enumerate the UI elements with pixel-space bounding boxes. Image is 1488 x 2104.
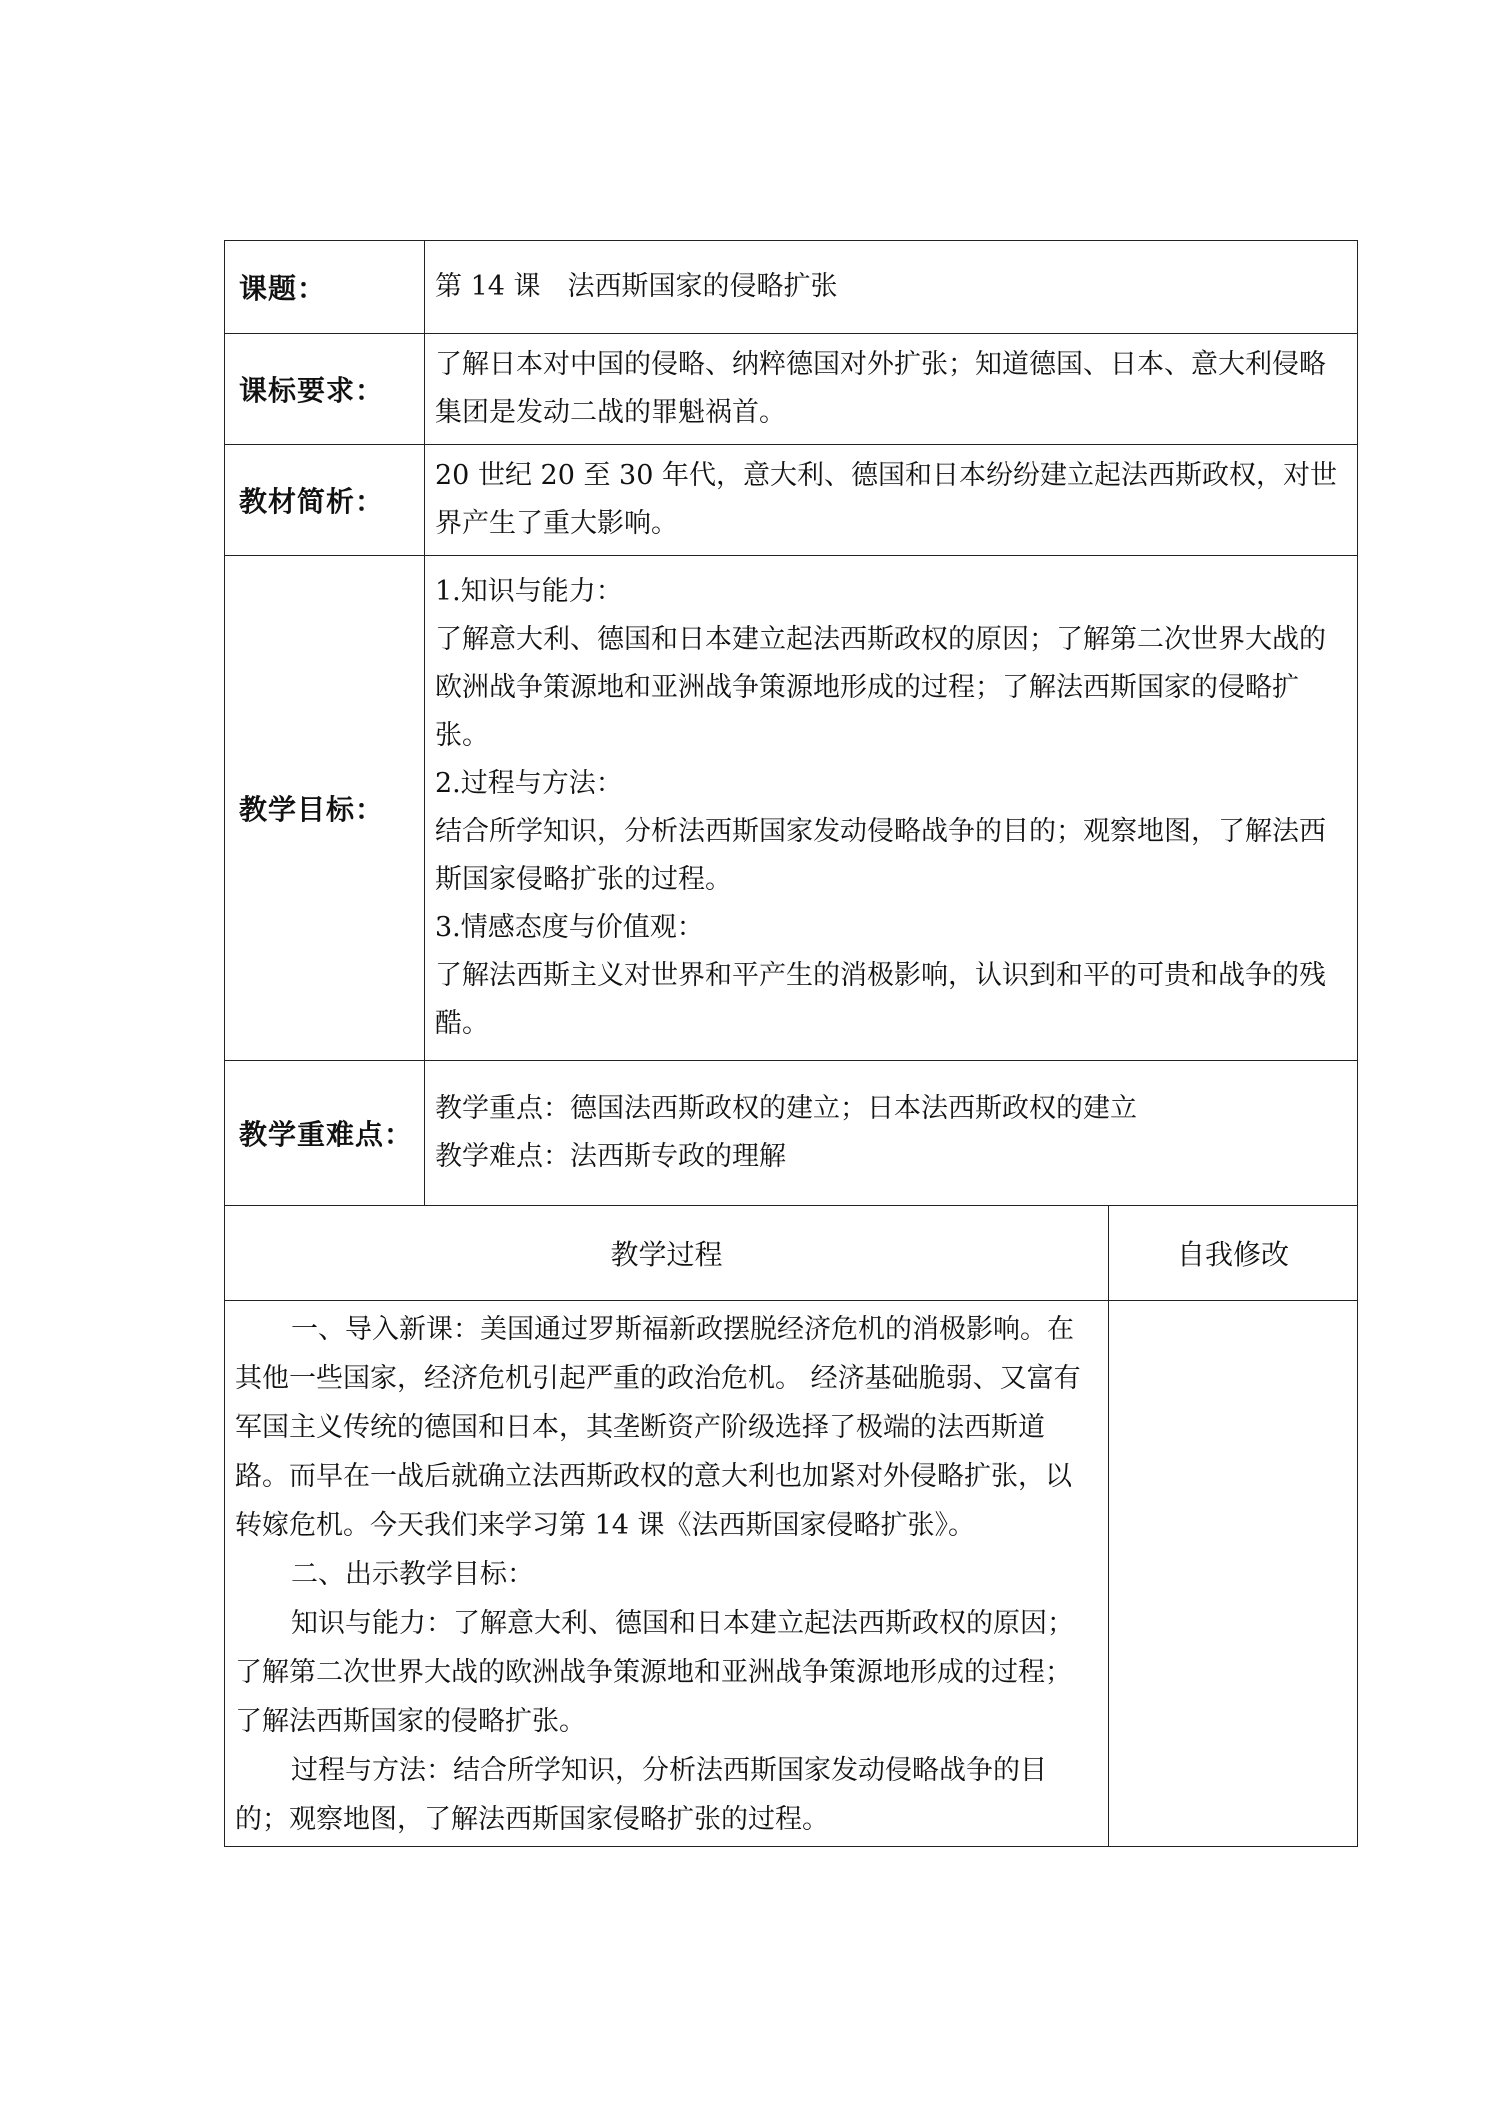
textbook-row [225, 445, 1358, 556]
key-difficulty: 教学难点：法西斯专政的理解 [435, 1141, 786, 1172]
process-content [225, 1301, 1109, 1847]
process-paragraph-method: 过程与方法：结合所学知识，分析法西斯国家发动侵略战争的目的；观察地图，了解法西斯国家侵略扩张的过程。 [235, 1755, 1047, 1835]
process-paragraph-goals-heading: 二、出示教学目标： [291, 1559, 534, 1590]
topic-value: 第 14 课 法西斯国家的侵略扩张 [425, 241, 1358, 334]
textbook-label: 教材简析： [225, 445, 425, 556]
process-body-row [225, 1301, 1358, 1847]
key-focus: 教学重点：德国法西斯政权的建立；日本法西斯政权的建立 [435, 1093, 1137, 1124]
goals-row [225, 556, 1358, 1061]
lesson-plan-table [224, 240, 1358, 1847]
process-header-row [225, 1206, 1358, 1301]
goal-heading-attitude: 3.情感态度与价值观： [435, 912, 704, 943]
curriculum-value: 了解日本对中国的侵略、纳粹德国对外扩张；知道德国、日本、意大利侵略集团是发动二战的罪魁祸首。 [425, 334, 1358, 445]
textbook-value: 20 世纪 20 至 30 年代，意大利、德国和日本纷纷建立起法西斯政权，对世界产生了重大影响。 [425, 445, 1358, 556]
goal-text-process: 结合所学知识，分析法西斯国家发动侵略战争的目的；观察地图，了解法西斯国家侵略扩张的过程。 [435, 816, 1326, 895]
topic-row [225, 241, 1358, 334]
curriculum-label: 课标要求： [225, 334, 425, 445]
process-paragraph-knowledge: 知识与能力：了解意大利、德国和日本建立起法西斯政权的原因；了解第二次世界大战的欧洲战争策源地和亚洲战争策源地形成的过程；了解法西斯国家的侵略扩张。 [235, 1608, 1074, 1737]
process-paragraph-intro: 一、导入新课：美国通过罗斯福新政摆脱经济危机的消极影响。在其他一些国家，经济危机引起严重的政治危机。 经济基础脆弱、又富有军国主义传统的德国和日本，其垄断资产阶级选择了极端的法西斯道路。而早在一战后就确立法西斯政权的意大利也加紧对外侵略扩张，以转嫁危机。今天我们来学习第 14 课《法西斯国家侵略扩张》。 [235, 1314, 1081, 1541]
key-points-label: 教学重难点： [225, 1061, 425, 1206]
goal-text-knowledge: 了解意大利、德国和日本建立起法西斯政权的原因；了解第二次世界大战的欧洲战争策源地和亚洲战争策源地形成的过程；了解法西斯国家的侵略扩张。 [435, 624, 1326, 751]
goals-content [425, 556, 1358, 1061]
goal-text-attitude: 了解法西斯主义对世界和平产生的消极影响，认识到和平的可贵和战争的残酷。 [435, 960, 1326, 1039]
revision-cell [1109, 1301, 1358, 1847]
goals-label: 教学目标： [225, 556, 425, 1061]
goal-heading-knowledge: 1.知识与能力： [435, 576, 623, 607]
goal-heading-process: 2.过程与方法： [435, 768, 623, 799]
key-points-content [425, 1061, 1358, 1206]
revision-header: 自我修改 [1109, 1206, 1358, 1301]
topic-label: 课题： [225, 241, 425, 334]
key-points-row [225, 1061, 1358, 1206]
process-header: 教学过程 [225, 1206, 1109, 1301]
curriculum-row [225, 334, 1358, 445]
